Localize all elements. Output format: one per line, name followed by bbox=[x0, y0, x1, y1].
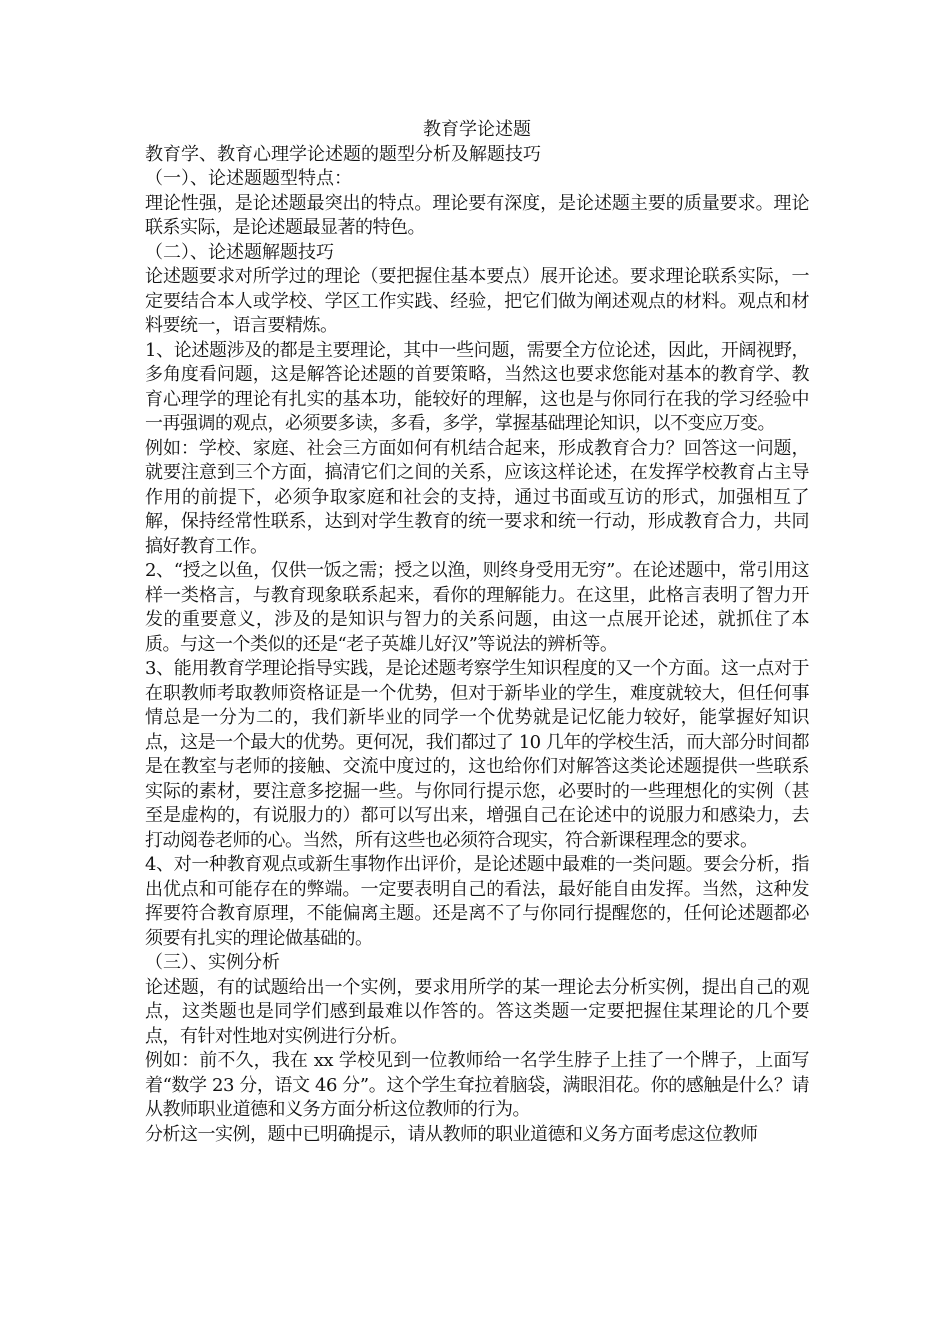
document-title: 教育学论述题 bbox=[423, 119, 531, 140]
paragraph: 3、能用教育学理论指导实践，是论述题考察学生知识程度的又一个方面。这一点对于在职教师考取教师资格证是一个优势，但对于新毕业的学生，难度就较大，但任何事情总是一分为二的，我们新毕业的同学一个优势就是记忆能力较好，能掌握好知识点，这是一个最大的优势。更何况，我们都过了 10 几年的学校生活，而大部分时间都是在教室与老师的接触、交流中度过的，这也给你们对解答这类论述题提供一些联系实际的素材，要注意多挖掘一些。与你同行提示您，必要时的一些理想化的实例（甚至是虚构的，有说服力的）都可以写出来，增强自己在论述中的说服力和感染力，去打动阅卷老师的心。当然，所有这些也必须符合现实，符合新课程理念的要求。 bbox=[145, 658, 809, 851]
section-heading-2: （二）、论述题解题技巧 bbox=[145, 241, 334, 263]
paragraph: 1、论述题涉及的都是主要理论，其中一些问题，需要全方位论述，因此，开阔视野，多角度看问题，这是解答论述题的首要策略，当然这也要求您能对基本的教育学、教育心理学的理论有扎实的基本功，能较好的理解，这也是与你同行在我的学习经验中一再强调的观点，必须要多读，多看，多学，掌握基础理论知识，以不变应万变。 bbox=[145, 339, 809, 434]
document-subtitle: 教育学、教育心理学论述题的题型分析及解题技巧 bbox=[145, 143, 541, 165]
paragraph: 例如：前不久，我在 xx 学校见到一位教师给一名学生脖子上挂了一个牌子，上面写着“数学 23 分，语文 46 分”。这个学生耷拉着脑袋，满眼泪花。你的感触是什么？请从教师职业道德和义务方面分析这位教师的行为。 bbox=[145, 1050, 809, 1120]
document-page bbox=[145, 118, 809, 1147]
paragraph: 4、对一种教育观点或新生事物作出评价，是论述题中最难的一类问题。要会分析，指出优点和可能存在的弊端。一定要表明自己的看法，最好能自由发挥。当然，这种发挥要符合教育原理，不能偏离主题。还是离不了与你同行提醒您的，任何论述题都必须要有扎实的理论做基础的。 bbox=[145, 854, 809, 949]
section-heading-1: （一）、论述题题型特点： bbox=[145, 168, 352, 189]
paragraph: 论述题要求对所学过的理论（要把握住基本要点）展开论述。要求理论联系实际，一定要结合本人或学校、学区工作实践、经验，把它们做为阐述观点的材料。观点和材料要统一，语言要精炼。 bbox=[145, 266, 809, 336]
paragraph: 分析这一实例，题中已明确提示，请从教师的职业道德和义务方面考虑这位教师 bbox=[145, 1123, 758, 1145]
paragraph: 2、“授之以鱼，仅供一饭之需；授之以渔，则终身受用无穷”。在论述题中，常引用这样一类格言，与教育现象联系起来，看你的理解能力。在这里，此格言表明了智力开发的重要意义，涉及的是知识与智力的关系问题，由这一点展开论述，就抓住了本质。与这一个类似的还是“老子英雄儿好汉”等说法的辨析等。 bbox=[145, 560, 809, 655]
paragraph: 理论性强，是论述题最突出的特点。理论要有深度，是论述题主要的质量要求。理论联系实际，是论述题最显著的特色。 bbox=[145, 192, 809, 238]
paragraph: 例如：学校、家庭、社会三方面如何有机结合起来，形成教育合力？回答这一问题，就要注意到三个方面，搞清它们之间的关系，应该这样论述，在发挥学校教育占主导作用的前提下，必须争取家庭和社会的支持，通过书面或互访的形式，加强相互了解，保持经常性联系，达到对学生教育的统一要求和统一行动，形成教育合力，共同搞好教育工作。 bbox=[145, 437, 809, 557]
paragraph: 论述题，有的试题给出一个实例，要求用所学的某一理论去分析实例，提出自己的观点，这类题也是同学们感到最难以作答的。答这类题一定要把握住某理论的几个要点，有针对性地对实例进行分析。 bbox=[145, 976, 809, 1047]
section-heading-3: （三）、实例分析 bbox=[145, 952, 280, 973]
